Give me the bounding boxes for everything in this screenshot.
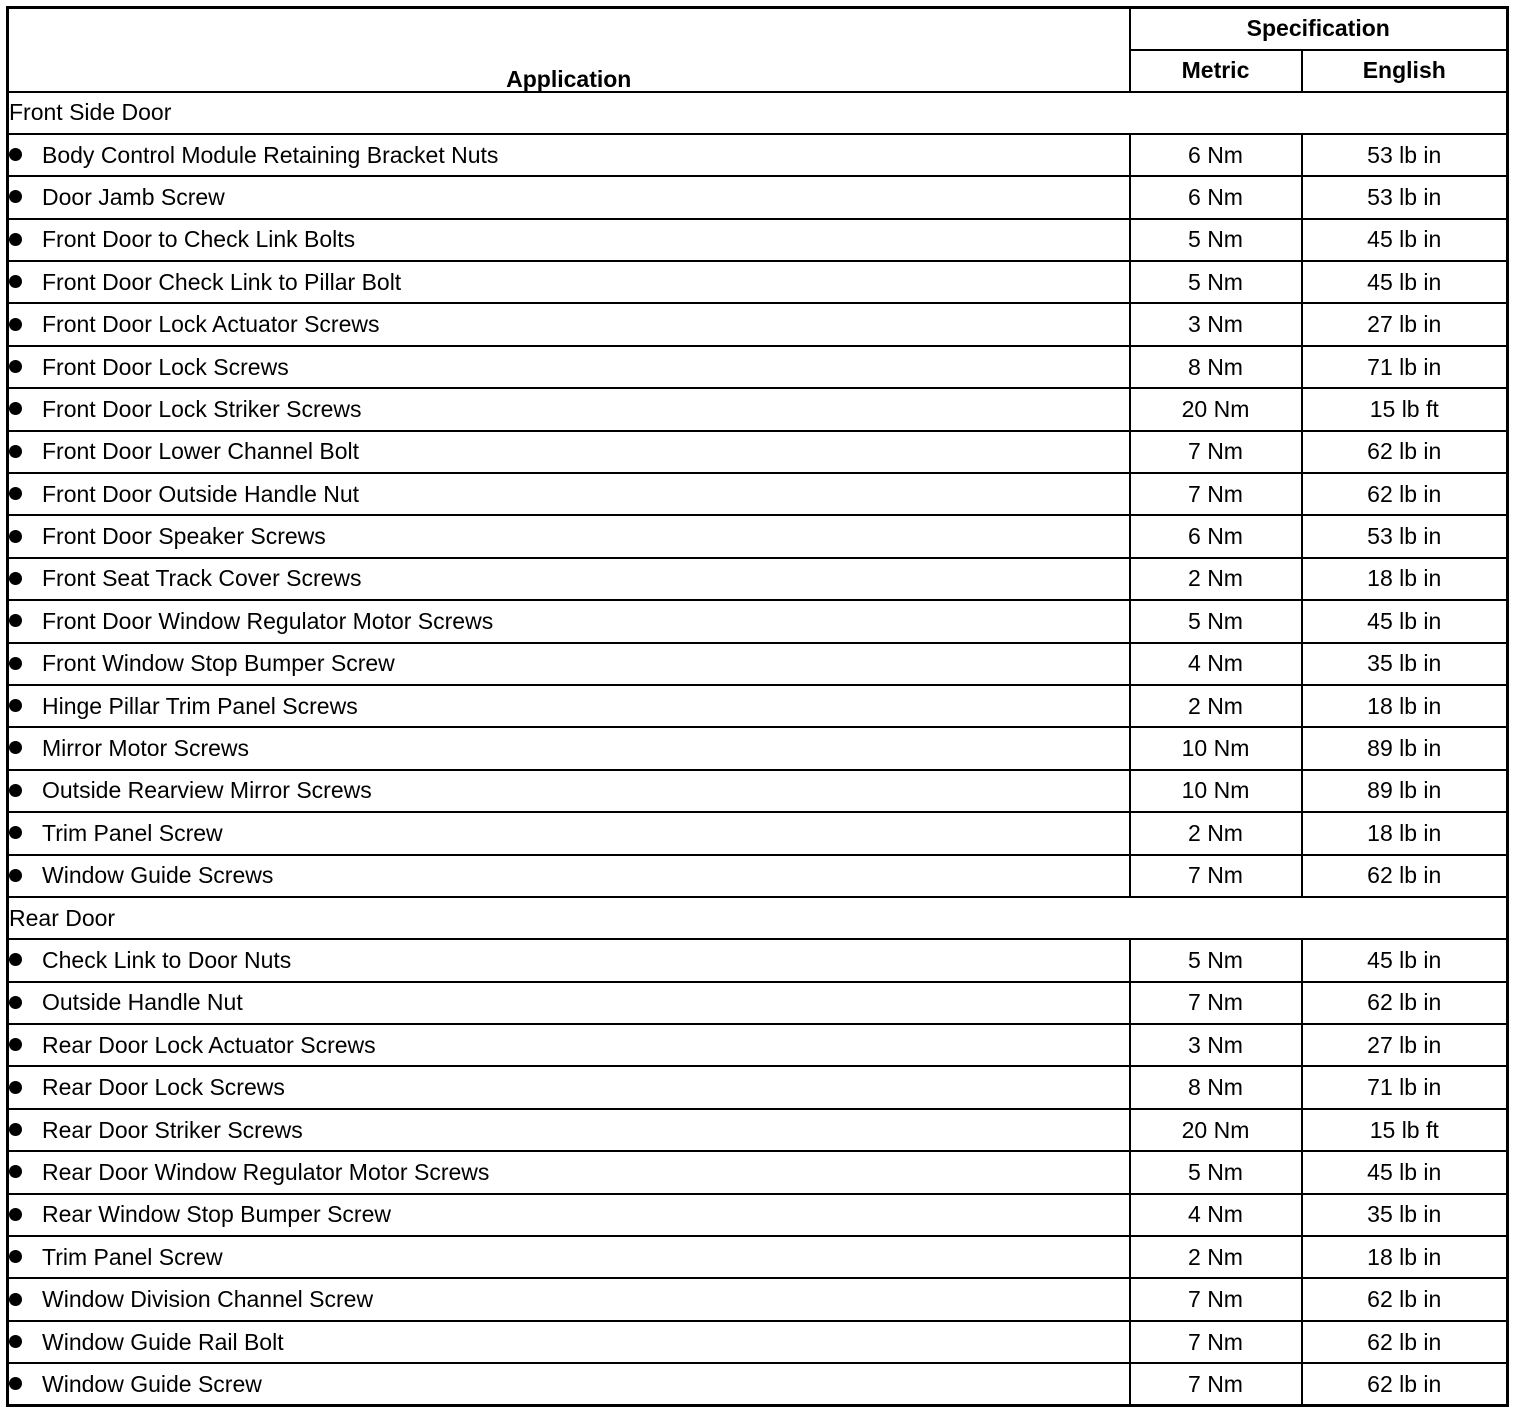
english-cell: 62 lb in: [1302, 982, 1508, 1024]
metric-cell: 7 Nm: [1130, 1321, 1302, 1363]
metric-cell: 5 Nm: [1130, 1151, 1302, 1193]
bullet-icon: [9, 1123, 22, 1136]
metric-cell: 7 Nm: [1130, 473, 1302, 515]
metric-cell: 6 Nm: [1130, 176, 1302, 218]
metric-cell: 2 Nm: [1130, 1236, 1302, 1278]
english-cell: 62 lb in: [1302, 1363, 1508, 1405]
english-cell: 18 lb in: [1302, 685, 1508, 727]
table-row: [8, 558, 1508, 600]
english-cell: 18 lb in: [1302, 558, 1508, 600]
application-text: Front Door Window Regulator Motor Screws: [42, 607, 494, 634]
application-text: Check Link to Door Nuts: [42, 947, 292, 973]
english-cell: 89 lb in: [1302, 770, 1508, 812]
header-row-top: [8, 8, 1508, 50]
bullet-icon: [9, 402, 22, 415]
bullet-icon: [9, 1250, 22, 1263]
application-cell: [8, 685, 1130, 727]
table-row: [8, 515, 1508, 557]
application-cell: [8, 388, 1130, 430]
application-cell: [8, 855, 1130, 897]
application-cell: [8, 1151, 1130, 1193]
section-header-row: [8, 897, 1508, 939]
table-row: [8, 812, 1508, 854]
section-title: Front Side Door: [8, 92, 1508, 134]
application-cell: [8, 515, 1130, 557]
metric-cell: 2 Nm: [1130, 558, 1302, 600]
table-row: [8, 982, 1508, 1024]
table-row: [8, 176, 1508, 218]
table-row: [8, 1236, 1508, 1278]
table-row: [8, 685, 1508, 727]
application-cell: [8, 1109, 1130, 1151]
application-text: Front Door Speaker Screws: [42, 523, 326, 550]
application-text: Window Division Channel Screw: [42, 1286, 374, 1313]
english-cell: 18 lb in: [1302, 1236, 1508, 1278]
application-cell: [8, 1363, 1130, 1405]
metric-cell: 5 Nm: [1130, 600, 1302, 642]
table-row: [8, 1321, 1508, 1363]
metric-cell: 20 Nm: [1130, 388, 1302, 430]
bullet-icon: [9, 953, 22, 966]
application-cell: [8, 1066, 1130, 1108]
bullet-icon: [9, 1335, 22, 1348]
bullet-icon: [9, 1293, 22, 1306]
application-cell: [8, 812, 1130, 854]
application-text: Door Jamb Screw: [42, 183, 225, 210]
table-row: [8, 1151, 1508, 1193]
english-column-header: English: [1302, 50, 1508, 92]
table-row: [8, 855, 1508, 897]
metric-cell: 5 Nm: [1130, 219, 1302, 261]
application-text: Front Door Lock Striker Screws: [42, 395, 362, 422]
table-row: [8, 727, 1508, 769]
bullet-icon: [9, 1165, 22, 1178]
bullet-icon: [9, 572, 22, 585]
application-cell: [8, 261, 1130, 303]
application-cell: [8, 1236, 1130, 1278]
application-text: Window Guide Screw: [42, 1370, 262, 1397]
application-text: Rear Door Lock Screws: [42, 1074, 285, 1101]
application-cell: [8, 134, 1130, 176]
metric-cell: 3 Nm: [1130, 1024, 1302, 1066]
english-cell: 35 lb in: [1302, 1194, 1508, 1236]
english-cell: 15 lb ft: [1302, 388, 1508, 430]
bullet-icon: [9, 657, 22, 670]
metric-cell: 4 Nm: [1130, 1194, 1302, 1236]
metric-cell: 10 Nm: [1130, 727, 1302, 769]
application-text: Trim Panel Screw: [42, 819, 223, 846]
english-cell: 89 lb in: [1302, 727, 1508, 769]
metric-cell: 20 Nm: [1130, 1109, 1302, 1151]
application-cell: [8, 727, 1130, 769]
table-row: [8, 431, 1508, 473]
metric-cell: 2 Nm: [1130, 685, 1302, 727]
table-row: [8, 303, 1508, 345]
application-text: Front Door Check Link to Pillar Bolt: [42, 268, 402, 295]
application-cell: [8, 1194, 1130, 1236]
table-row: [8, 388, 1508, 430]
english-cell: 35 lb in: [1302, 643, 1508, 685]
application-text: Outside Handle Nut: [42, 989, 243, 1016]
application-text: Outside Rearview Mirror Screws: [42, 777, 372, 804]
bullet-icon: [9, 784, 22, 797]
metric-cell: 3 Nm: [1130, 303, 1302, 345]
table-row: [8, 1024, 1508, 1066]
specification-column-header: Specification: [1130, 8, 1508, 50]
english-cell: 27 lb in: [1302, 1024, 1508, 1066]
application-cell: [8, 473, 1130, 515]
bullet-icon: [9, 1377, 22, 1390]
application-cell: [8, 176, 1130, 218]
application-text: Trim Panel Screw: [42, 1243, 223, 1270]
metric-cell: 2 Nm: [1130, 812, 1302, 854]
application-text: Body Control Module Retaining Bracket Nuts: [42, 141, 499, 168]
metric-cell: 7 Nm: [1130, 982, 1302, 1024]
application-text: Window Guide Screws: [42, 862, 274, 889]
application-cell: [8, 770, 1130, 812]
english-cell: 62 lb in: [1302, 1321, 1508, 1363]
bullet-icon: [9, 318, 22, 331]
bullet-icon: [9, 1081, 22, 1094]
table-row: [8, 219, 1508, 261]
application-cell: [8, 303, 1130, 345]
table-row: [8, 939, 1508, 981]
metric-cell: 7 Nm: [1130, 855, 1302, 897]
application-cell: [8, 1278, 1130, 1320]
bullet-icon: [9, 826, 22, 839]
metric-cell: 8 Nm: [1130, 346, 1302, 388]
application-text: Front Door Lower Channel Bolt: [42, 438, 360, 465]
english-cell: 45 lb in: [1302, 939, 1508, 981]
table-row: [8, 134, 1508, 176]
english-cell: 53 lb in: [1302, 515, 1508, 557]
application-cell: [8, 600, 1130, 642]
english-cell: 27 lb in: [1302, 303, 1508, 345]
fastener-specification-table: [6, 6, 1509, 1407]
bullet-icon: [9, 1038, 22, 1051]
application-cell: [8, 982, 1130, 1024]
table-row: [8, 643, 1508, 685]
bullet-icon: [9, 445, 22, 458]
metric-column-header: Metric: [1130, 50, 1302, 92]
application-text: Front Door Lock Screws: [42, 353, 289, 380]
application-text: Rear Door Window Regulator Motor Screws: [42, 1158, 490, 1185]
bullet-icon: [9, 996, 22, 1009]
table-row: [8, 1363, 1508, 1405]
bullet-icon: [9, 699, 22, 712]
english-cell: 62 lb in: [1302, 1278, 1508, 1320]
table-row: [8, 1194, 1508, 1236]
bullet-icon: [9, 1208, 22, 1221]
table-row: [8, 346, 1508, 388]
metric-cell: 10 Nm: [1130, 770, 1302, 812]
table-row: [8, 1109, 1508, 1151]
metric-cell: 5 Nm: [1130, 261, 1302, 303]
metric-cell: 4 Nm: [1130, 643, 1302, 685]
bullet-icon: [9, 148, 22, 161]
application-text: Rear Door Striker Screws: [42, 1116, 303, 1143]
application-text: Front Window Stop Bumper Screw: [42, 650, 395, 677]
english-cell: 62 lb in: [1302, 473, 1508, 515]
metric-cell: 7 Nm: [1130, 431, 1302, 473]
bullet-icon: [9, 614, 22, 627]
application-text: Front Door Lock Actuator Screws: [42, 311, 380, 338]
table-row: [8, 770, 1508, 812]
application-cell: [8, 643, 1130, 685]
application-text: Rear Door Lock Actuator Screws: [42, 1031, 376, 1058]
english-cell: 45 lb in: [1302, 261, 1508, 303]
application-cell: [8, 1024, 1130, 1066]
english-cell: 53 lb in: [1302, 134, 1508, 176]
application-cell: [8, 939, 1130, 981]
application-cell: [8, 558, 1130, 600]
table-body: [8, 92, 1508, 1406]
application-column-header: Application: [8, 8, 1130, 92]
metric-cell: 7 Nm: [1130, 1278, 1302, 1320]
english-cell: 45 lb in: [1302, 600, 1508, 642]
english-cell: 18 lb in: [1302, 812, 1508, 854]
bullet-icon: [9, 869, 22, 882]
metric-cell: 6 Nm: [1130, 515, 1302, 557]
application-cell: [8, 431, 1130, 473]
bullet-icon: [9, 233, 22, 246]
metric-cell: 6 Nm: [1130, 134, 1302, 176]
application-text: Front Seat Track Cover Screws: [42, 565, 362, 592]
bullet-icon: [9, 530, 22, 543]
application-text: Mirror Motor Screws: [42, 735, 250, 762]
english-cell: 45 lb in: [1302, 1151, 1508, 1193]
english-cell: 62 lb in: [1302, 855, 1508, 897]
application-text: Rear Window Stop Bumper Screw: [42, 1201, 391, 1228]
english-cell: 45 lb in: [1302, 219, 1508, 261]
table-row: [8, 473, 1508, 515]
section-title: Rear Door: [8, 897, 1508, 939]
bullet-icon: [9, 190, 22, 203]
table-header: [8, 8, 1508, 92]
table-row: [8, 1066, 1508, 1108]
english-cell: 71 lb in: [1302, 346, 1508, 388]
metric-cell: 8 Nm: [1130, 1066, 1302, 1108]
application-cell: [8, 346, 1130, 388]
application-cell: [8, 219, 1130, 261]
bullet-icon: [9, 275, 22, 288]
table-row: [8, 261, 1508, 303]
english-cell: 15 lb ft: [1302, 1109, 1508, 1151]
application-text: Hinge Pillar Trim Panel Screws: [42, 692, 358, 719]
bullet-icon: [9, 487, 22, 500]
application-text: Front Door to Check Link Bolts: [42, 226, 356, 253]
section-header-row: [8, 92, 1508, 134]
english-cell: 62 lb in: [1302, 431, 1508, 473]
application-cell: [8, 1321, 1130, 1363]
bullet-icon: [9, 360, 22, 373]
application-text: Window Guide Rail Bolt: [42, 1328, 284, 1355]
english-cell: 71 lb in: [1302, 1066, 1508, 1108]
table-row: [8, 1278, 1508, 1320]
metric-cell: 7 Nm: [1130, 1363, 1302, 1405]
metric-cell: 5 Nm: [1130, 939, 1302, 981]
table-row: [8, 600, 1508, 642]
english-cell: 53 lb in: [1302, 176, 1508, 218]
application-text: Front Door Outside Handle Nut: [42, 480, 360, 507]
bullet-icon: [9, 741, 22, 754]
